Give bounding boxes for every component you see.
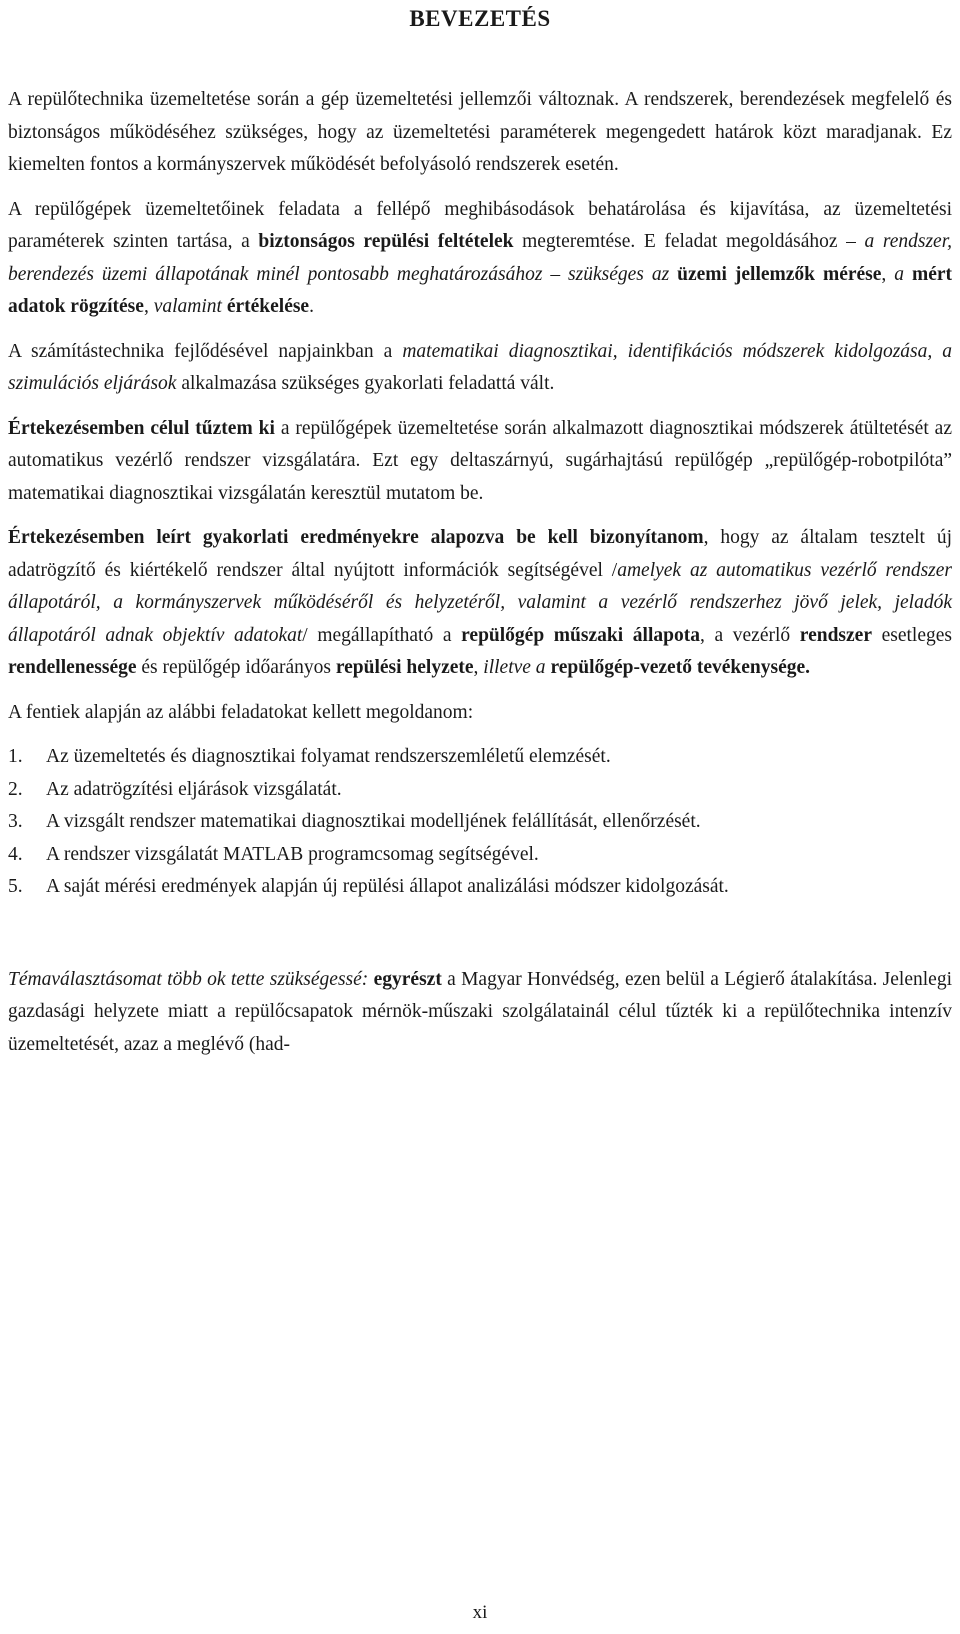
list-number: 1. <box>8 746 23 767</box>
text-run: , <box>473 657 484 678</box>
text-run: alkalmazása szükséges gyakorlati feladattá vált. <box>176 373 555 394</box>
bold-run: mért adatok rögzítése <box>8 263 953 317</box>
text-run: és repülőgép időarányos <box>136 657 336 678</box>
text-run <box>904 264 912 285</box>
paragraph-topic <box>8 964 952 1062</box>
paragraph-4 <box>8 413 952 511</box>
italic-run: amelyek az automatikus vezérlő rendszer állapotáról, a kormányszervek működéséről és helyzetéről, valamint a vezérlő rendszerhez jövő jelek, jeladók állapotáról adnak objektív adatokat <box>8 559 952 646</box>
bold-run: értékelése <box>226 296 310 317</box>
italic-run: matematikai diagnosztikai, identifikációs módszerek kidolgozása, a szimulációs eljárások <box>8 340 952 394</box>
text-run: megteremtése. E feladat megoldásához <box>513 231 847 252</box>
text-run <box>669 264 677 285</box>
paragraph-2 <box>8 194 952 324</box>
text-run: , <box>143 296 154 317</box>
list-item <box>8 741 952 774</box>
bold-run: Értekezésemben célul tűztem ki <box>8 417 275 439</box>
page-title: BEVEZETÉS <box>409 6 551 31</box>
bold-run: repülőgép műszaki állapota <box>461 624 700 646</box>
task-list <box>8 741 952 904</box>
bold-run: repülőgép-vezető tevékenysége. <box>550 657 811 678</box>
list-item <box>8 774 952 807</box>
italic-run: a <box>894 263 904 285</box>
text-run: , hogy az általam tesztelt új adatrögzítő és kiértékelő rendszer által nyújtott információk segítségével / <box>8 527 952 581</box>
list-number: 3. <box>8 811 23 832</box>
document-page <box>8 0 952 1061</box>
list-text: Az üzemeltetés és diagnosztikai folyamat rendszerszemléletű elemzését. <box>46 746 611 767</box>
list-item <box>8 806 952 839</box>
bold-run: üzemi jellemzők mérése <box>677 263 882 285</box>
paragraph-6: A fentiek alapján az alábbi feladatokat kellett megoldanom: <box>8 701 474 723</box>
text-run: a Magyar Honvédség, ezen belül a Légierő átalakítása. Jelenlegi gazdasági helyzete miatt a repülőcsapatok mérnök-műszaki szolgálatainál célul tűzték ki a repülőtechnika intenzív üzemeltetését, azaz a meglévő (had- <box>8 968 952 1055</box>
list-text: A vizsgált rendszer matematikai diagnosztikai modelljének felállítását, ellenőrzését. <box>46 811 701 832</box>
italic-run: Témaválasztásomat több ok tette szükségessé: <box>8 968 369 990</box>
paragraph-1: A repülőtechnika üzemeltetése során a gép üzemeltetési jellemzői változnak. A rendszerek, berendezések megfelelő és biztonságos működéséhez szükséges, hogy az üzemeltetési paraméterek megengedett határok közt maradjanak. Ez kiemelten fontos a kormányszervek működését befolyásoló rendszerek esetén. <box>8 89 952 175</box>
paragraph-3 <box>8 336 952 401</box>
bold-run: repülési helyzete <box>335 657 474 678</box>
text-run: A számítástechnika fejlődésével napjainkban a <box>8 340 403 362</box>
list-number: 5. <box>8 876 23 897</box>
italic-run: illetve a <box>483 657 546 678</box>
text-run: esetleges <box>871 624 952 646</box>
list-number: 2. <box>8 778 23 800</box>
list-text: A saját mérési eredmények alapján új repülési állapot analizálási módszer kidolgozását. <box>46 876 729 897</box>
text-run: A repülőgépek üzemeltetőinek feladata a fellépő meghibásodások behatárolása és kijavítása, az üzemeltetési paraméterek szinten tartása, a <box>8 198 952 252</box>
bold-run: biztonságos repülési feltételek <box>258 231 514 252</box>
text-run: , <box>881 263 895 285</box>
italic-run: valamint <box>153 296 222 317</box>
bold-run: egyrészt <box>373 968 442 990</box>
text-run: , a vezérlő <box>699 624 800 646</box>
text-run: a repülőgépek üzemeltetése során alkalmazott diagnosztikai módszerek átültetését az automatikus vezérlő rendszer vizsgálatára. Ezt egy deltaszárnyú, sugárhajtású repülőgép „repülőgép-robotpilóta” matematikai diagnosztikai vizsgálatán keresztül mutatom be. <box>8 417 952 504</box>
list-item <box>8 871 952 904</box>
list-text: Az adatrögzítési eljárások vizsgálatát. <box>46 778 342 800</box>
italic-run: – a rendszer, berendezés üzemi állapotának minél pontosabb meghatározásához – szükséges az <box>8 231 953 285</box>
bold-run: rendszer <box>799 624 872 646</box>
text-run: . <box>309 296 314 317</box>
text-run: / megállapítható a <box>302 624 462 646</box>
page-number: xi <box>472 1602 488 1623</box>
bold-run: rendellenessége <box>8 657 137 678</box>
paragraph-5 <box>8 522 952 685</box>
bold-run: Értekezésemben leírt gyakorlati eredményekre alapozva be kell bizonyítanom <box>8 527 704 548</box>
list-text: A rendszer vizsgálatát MATLAB programcsomag segítségével. <box>46 843 539 865</box>
list-number: 4. <box>8 843 23 865</box>
list-item <box>8 839 952 872</box>
